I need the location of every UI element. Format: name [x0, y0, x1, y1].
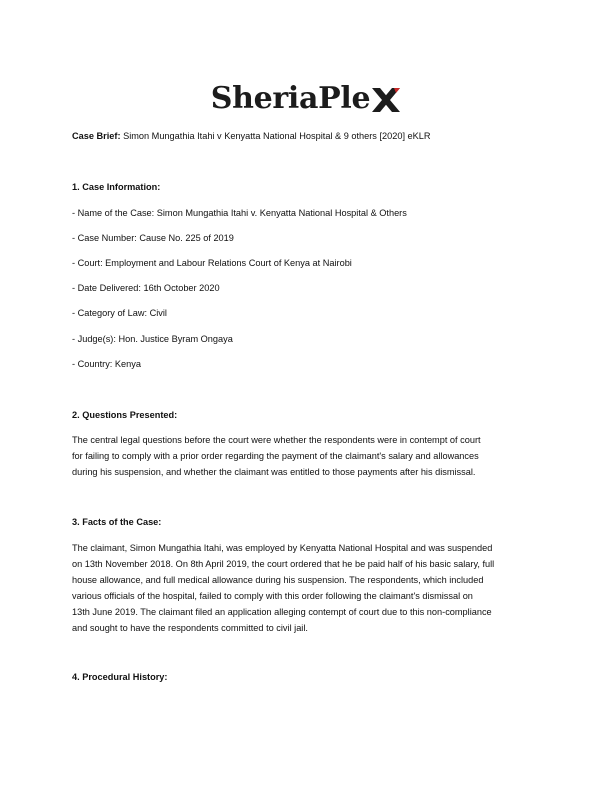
- logo-text: SheriaPle: [210, 81, 371, 116]
- section-heading-procedural-history: 4. Procedural History:: [72, 672, 168, 682]
- section-heading-facts: 3. Facts of the Case:: [72, 517, 162, 527]
- case-info-item: - Case Number: Cause No. 225 of 2019: [72, 233, 234, 243]
- case-info-item: - Category of Law: Civil: [72, 308, 167, 318]
- paragraph-line: on 13th November 2018. On 8th April 2019, the court ordered that he be paid half of his basic salary, full: [72, 559, 495, 570]
- case-info-item: - Country: Kenya: [72, 359, 141, 369]
- case-info-item: - Court: Employment and Labour Relations Court of Kenya at Nairobi: [72, 258, 352, 268]
- case-info-item: - Date Delivered: 16th October 2020: [72, 283, 220, 293]
- x-mark-icon: [371, 83, 401, 115]
- paragraph-line: The central legal questions before the court were whether the respondents were in contempt of court: [72, 435, 481, 445]
- case-brief-title: Simon Mungathia Itahi v Kenyatta National Hospital & 9 others [2020] eKLR: [123, 131, 431, 141]
- facts-paragraph: [72, 540, 550, 637]
- paragraph-line: house allowance, and full medical allowance during his suspension. The respondents, which included: [72, 575, 484, 586]
- paragraph-line: various officials of the hospital, failed to comply with this order following the claimant's dismissal on: [72, 591, 473, 602]
- section-heading-questions-presented: 2. Questions Presented:: [72, 410, 178, 420]
- sheriaplex-logo: [0, 78, 612, 120]
- paragraph-line: during his suspension, and whether the claimant was entitled to those payments after his dismissal.: [72, 467, 476, 478]
- section-heading-case-information: 1. Case Information:: [72, 182, 161, 192]
- case-brief-line: [72, 131, 552, 141]
- case-info-item: - Judge(s): Hon. Justice Byram Ongaya: [72, 334, 233, 344]
- paragraph-line: 13th June 2019. The claimant filed an application alleging contempt of court due to this non-compliance: [72, 607, 492, 618]
- paragraph-line: for failing to comply with a prior order regarding the payment of the claimant's salary and allowances: [72, 451, 479, 462]
- case-brief-label: Case Brief:: [72, 131, 121, 141]
- questions-presented-paragraph: [72, 432, 550, 480]
- case-info-item: - Name of the Case: Simon Mungathia Itahi v. Kenyatta National Hospital & Others: [72, 208, 407, 218]
- paragraph-line: and sought to have the respondents committed to civil jail.: [72, 623, 308, 634]
- paragraph-line: The claimant, Simon Mungathia Itahi, was employed by Kenyatta National Hospital and was suspended: [72, 543, 493, 553]
